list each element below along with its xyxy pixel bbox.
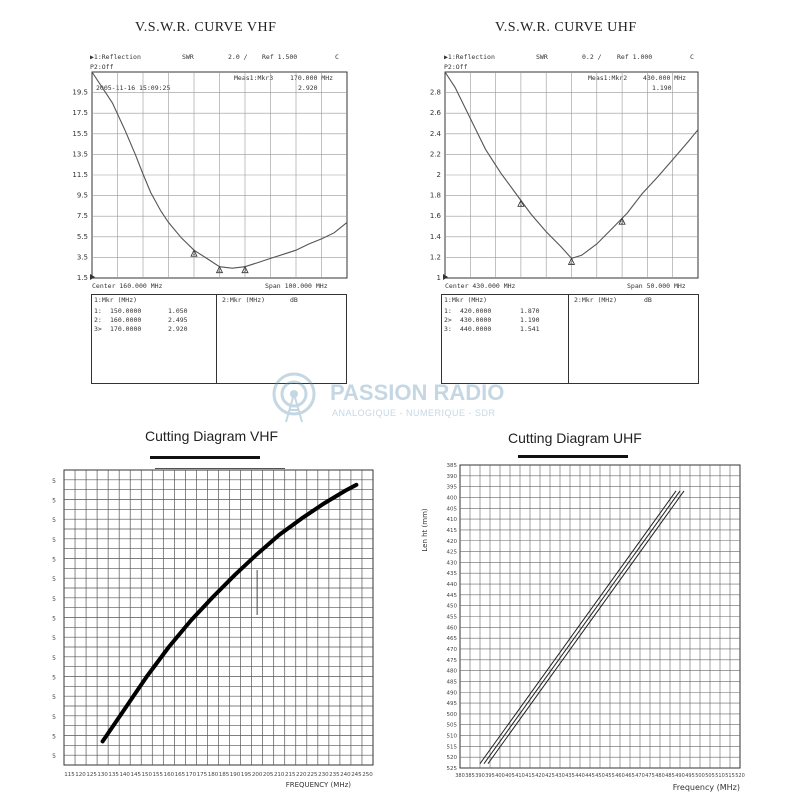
uhf-scale: 0.2 /: [582, 53, 602, 61]
cut-uhf-ytick-label: 520: [446, 755, 457, 762]
cut-vhf-title: Cutting Diagram VHF: [145, 428, 279, 444]
vhf-table-header-2: 2:Mkr (MHz): [222, 296, 266, 304]
cut-uhf-xtick-label: 480: [655, 773, 665, 779]
uhf-ytick-label: 2.2: [429, 150, 441, 159]
cut-vhf-xtick-label: 185: [218, 772, 230, 778]
vhf-marker: [242, 267, 248, 273]
cut-uhf-title: Cutting Diagram UHF: [508, 430, 642, 446]
uhf-table-header-1: 1:Mkr (MHz): [444, 296, 488, 304]
vhf-marker: [217, 267, 223, 273]
cut-uhf-frame: [460, 465, 740, 768]
vhf-table-divider: [216, 295, 217, 383]
cut-vhf-ytick-label: 5: [52, 477, 56, 485]
cut-uhf-xtick-label: 385: [465, 773, 475, 779]
cut-uhf-xtick-label: 495: [685, 773, 695, 779]
vswr-vhf-title: V.S.W.R. CURVE VHF: [135, 20, 277, 35]
cut-uhf-xtick-label: 420: [535, 773, 545, 779]
cut-uhf-ytick-label: 470: [446, 646, 457, 653]
vhf-marker-header: Meas1:Mkr3: [234, 74, 274, 82]
cut-vhf-xtick-label: 165: [174, 772, 186, 778]
cut-uhf-ytick-label: 510: [446, 733, 457, 740]
vhf-ytick-label: 13.5: [72, 150, 88, 159]
uhf-ytick-label: 1.4: [429, 232, 441, 241]
vhf-center: Center 160.000 MHz: [92, 282, 163, 290]
cut-vhf-curve: [103, 485, 357, 742]
cut-vhf-xtick-label: 190: [229, 772, 241, 778]
cut-uhf-ytick-label: 435: [446, 571, 457, 578]
vhf-marker-label: 1: [192, 251, 196, 258]
cut-uhf-ytick-label: 400: [446, 495, 457, 502]
uhf-vswr-trace: [445, 72, 698, 258]
uhf-ytick-label: 2: [436, 171, 441, 179]
uhf-trace-label: ▶1:Reflection: [444, 53, 495, 61]
cut-vhf-xtick-label: 230: [318, 772, 329, 778]
table-row-value: 1.541: [520, 325, 540, 333]
vhf-vswr-trace: [92, 72, 347, 268]
cut-vhf-xtick-label: 145: [130, 772, 141, 778]
cut-vhf-xtick-label: 225: [307, 772, 318, 778]
table-row-value: 2.920: [168, 325, 188, 333]
table-row-value: 1.870: [520, 307, 540, 315]
uhf-marker-label: 1: [519, 201, 523, 208]
uhf-flag: C: [690, 53, 694, 61]
vhf-flag: C: [335, 53, 339, 61]
vhf-ytick-label: 3.5: [76, 253, 88, 262]
cut-vhf-xtick-label: 245: [351, 772, 362, 778]
cut-uhf-ytick-label: 415: [446, 527, 457, 534]
vhf-marker-freq: 170.000 MHz: [290, 74, 334, 82]
cut-uhf-ytick-label: 505: [446, 722, 457, 729]
vhf-ytick-label: 7.5: [76, 212, 88, 221]
cut-uhf-xtick-label: 485: [665, 773, 675, 779]
vhf-datetime: 2005-11-16 15:09:25: [96, 84, 171, 92]
cut-vhf-title-underline: [150, 456, 260, 459]
uhf-marker-label: 2: [569, 259, 574, 266]
cut-uhf-xtick-label: 390: [475, 773, 485, 779]
cut-uhf-ytick-label: 525: [446, 766, 457, 772]
vhf-ytick-label: 9.5: [76, 191, 88, 200]
cut-vhf-xtick-label: 215: [284, 772, 296, 778]
uhf-marker-freq: 430.000 MHz: [643, 74, 687, 82]
vhf-marker-label: 2: [217, 267, 222, 274]
table-row-id: 3:: [444, 325, 452, 333]
vhf-ytick-label: 11.5: [72, 171, 88, 179]
watermark-brand: PASSION RADIO: [330, 380, 505, 405]
uhf-table-header-2: 2:Mkr (MHz): [574, 296, 618, 304]
cut-vhf-xtick-label: 135: [108, 772, 119, 778]
cut-uhf-ytick-label: 455: [446, 614, 457, 621]
cut-vhf-ytick-label: 5: [52, 497, 56, 505]
cut-uhf-ytick-label: 460: [446, 625, 457, 632]
uhf-marker-label: 3: [620, 219, 624, 226]
cut-uhf-xtick-label: 490: [675, 773, 685, 779]
table-row-freq: 170.0000: [110, 325, 142, 333]
cut-vhf-ytick-label: 5: [52, 536, 56, 544]
vhf-trace-label: ▶1:Reflection: [90, 53, 141, 61]
cut-uhf-xtick-label: 450: [595, 773, 605, 779]
cut-uhf-xtick-label: 470: [635, 773, 645, 779]
cut-uhf-xlabel: Frequency (MHz): [672, 783, 740, 792]
uhf-p2: P2:Off: [444, 63, 468, 71]
cut-uhf-ytick-label: 430: [446, 560, 457, 567]
watermark-tagline: ANALOGIQUE - NUMERIQUE - SDR: [332, 408, 496, 418]
uhf-ytick-label: 2.6: [429, 109, 441, 118]
cut-vhf-xtick-label: 195: [240, 772, 252, 778]
cut-uhf-ytick-label: 450: [446, 603, 457, 610]
uhf-marker-value: 1.190: [652, 84, 672, 92]
table-row-freq: 440.0000: [460, 325, 492, 333]
cut-uhf-ytick-label: 425: [446, 549, 457, 556]
cut-uhf-xtick-label: 435: [565, 773, 575, 779]
cut-vhf-ytick-label: 5: [52, 615, 56, 623]
cut-vhf-xtick-label: 235: [329, 772, 340, 778]
table-row-value: 2.495: [168, 316, 188, 324]
cut-uhf-xtick-label: 400: [495, 773, 505, 779]
cut-vhf-ytick-label: 5: [52, 694, 56, 702]
cut-uhf-xtick-label: 510: [715, 773, 725, 779]
uhf-marker-header: Meas1:Mkr2: [588, 74, 628, 82]
cut-uhf-xtick-label: 440: [575, 773, 585, 779]
uhf-format: SWR: [536, 53, 548, 61]
cut-uhf-ytick-label: 395: [446, 484, 457, 491]
cut-uhf-xtick-label: 380: [455, 773, 465, 779]
table-row-value: 1.050: [168, 307, 188, 315]
cut-vhf-ytick-label: 5: [52, 517, 56, 525]
vhf-table-header-unit: dB: [290, 296, 298, 304]
cut-uhf-xtick-label: 520: [735, 773, 745, 779]
table-row-id: 1:: [444, 307, 452, 315]
cut-uhf-ytick-label: 515: [446, 744, 457, 751]
uhf-span: Span 50.000 MHz: [627, 282, 686, 290]
table-row-freq: 150.0000: [110, 307, 142, 315]
cut-uhf-xtick-label: 395: [485, 773, 495, 779]
cut-vhf-ytick-label: 5: [52, 635, 56, 643]
table-row-freq: 160.0000: [110, 316, 142, 324]
cut-uhf-ytick-label: 475: [446, 657, 457, 664]
watermark: [270, 370, 540, 430]
uhf-marker: [619, 218, 625, 224]
table-row-freq: 430.0000: [460, 316, 492, 324]
cut-uhf-line: [480, 491, 676, 764]
cut-vhf-xtick-label: 160: [163, 772, 175, 778]
cut-vhf-xlabel: FREQUENCY (MHz): [285, 781, 351, 789]
uhf-ytick-label: 2.4: [429, 129, 441, 138]
cut-uhf-xtick-label: 425: [545, 773, 555, 779]
cut-vhf-title-rule: [155, 468, 285, 469]
cut-uhf-ytick-label: 495: [446, 701, 457, 708]
cut-vhf-xtick-label: 115: [64, 772, 75, 778]
vhf-format: SWR: [182, 53, 194, 61]
table-row-id: 2>: [444, 316, 452, 324]
uhf-ytick-label: 1: [436, 274, 441, 282]
vhf-ytick-label: 15.5: [72, 129, 88, 138]
cut-uhf-ytick-label: 385: [446, 463, 457, 469]
vhf-plot-frame: [92, 72, 347, 278]
table-row-freq: 420.0000: [460, 307, 492, 315]
cut-uhf-line: [484, 491, 680, 764]
cut-uhf-xtick-label: 455: [605, 773, 615, 779]
cut-uhf-ylabel: Len ht (mm): [421, 508, 429, 552]
cut-uhf-ytick-label: 485: [446, 679, 457, 686]
cut-vhf-ytick-label: 5: [52, 556, 56, 564]
cut-uhf-ytick-label: 390: [446, 473, 457, 480]
cut-uhf-xtick-label: 460: [615, 773, 625, 779]
cut-uhf-xtick-label: 505: [705, 773, 715, 779]
cut-uhf-xtick-label: 515: [725, 773, 735, 779]
uhf-ytick-label: 2.8: [429, 88, 441, 97]
vhf-marker-value: 2.920: [298, 84, 318, 92]
cut-vhf-xtick-label: 175: [196, 772, 208, 778]
table-row-value: 1.190: [520, 316, 540, 324]
uhf-ytick-label: 1.6: [429, 212, 441, 221]
table-row-id: 2:: [94, 316, 102, 324]
uhf-marker: [518, 200, 524, 206]
cut-vhf-frame: [64, 470, 373, 765]
cut-uhf-ytick-label: 405: [446, 506, 457, 513]
cut-uhf-ytick-label: 465: [446, 636, 457, 643]
table-row-id: 1:: [94, 307, 102, 315]
vhf-p2: P2:Off: [90, 63, 114, 71]
cut-vhf-xtick-label: 150: [141, 772, 153, 778]
cut-vhf-ytick-label: 5: [52, 595, 56, 603]
cut-uhf-ytick-label: 445: [446, 592, 457, 599]
vhf-span: Span 100.000 MHz: [265, 282, 328, 290]
vhf-ytick-label: 17.5: [72, 109, 88, 118]
cut-vhf-xtick-label: 240: [340, 772, 351, 778]
cut-uhf-xtick-label: 500: [695, 773, 705, 779]
uhf-marker: [569, 258, 575, 264]
cut-vhf-xtick-label: 125: [86, 772, 97, 778]
uhf-plot-frame: [445, 72, 698, 278]
cut-uhf-ytick-label: 410: [446, 517, 457, 524]
cut-uhf-line: [488, 491, 684, 764]
vhf-marker: [191, 250, 197, 256]
uhf-table-header-unit: dB: [644, 296, 652, 304]
cut-uhf-ytick-label: 480: [446, 668, 457, 675]
cut-vhf-xtick-label: 220: [296, 772, 307, 778]
table-row-id: 3>: [94, 325, 102, 333]
cut-uhf-xtick-label: 405: [505, 773, 515, 779]
uhf-ytick-label: 1.2: [429, 253, 441, 262]
vhf-ref: Ref 1.500: [262, 53, 298, 61]
uhf-center: Center 430.000 MHz: [445, 282, 516, 290]
uhf-ref-arrow: [443, 274, 448, 280]
cut-uhf-title-underline: [518, 455, 628, 458]
cut-uhf-ytick-label: 490: [446, 690, 457, 697]
cut-vhf-ytick-label: 5: [52, 733, 56, 741]
cut-vhf-xtick-label: 180: [207, 772, 219, 778]
uhf-table-divider: [568, 295, 569, 383]
cut-uhf-ytick-label: 500: [446, 711, 457, 718]
radio-tower-icon: [270, 370, 330, 430]
cut-uhf-xtick-label: 430: [555, 773, 565, 779]
cut-vhf-xtick-label: 155: [152, 772, 164, 778]
cut-uhf-xtick-label: 415: [525, 773, 535, 779]
cut-vhf-ytick-label: 5: [52, 713, 56, 721]
cut-vhf-xtick-label: 140: [119, 772, 130, 778]
vhf-ytick-label: 1.5: [76, 274, 88, 282]
vhf-ytick-label: 19.5: [72, 88, 88, 97]
vhf-table-header-1: 1:Mkr (MHz): [94, 296, 138, 304]
cut-vhf-xtick-label: 205: [262, 772, 274, 778]
cut-vhf-xtick-label: 130: [97, 772, 108, 778]
cut-uhf-ytick-label: 440: [446, 582, 457, 589]
cut-vhf-xtick-label: 120: [75, 772, 86, 778]
vhf-ref-arrow: [90, 274, 95, 280]
cut-uhf-xtick-label: 445: [585, 773, 595, 779]
vhf-scale: 2.0 /: [228, 53, 248, 61]
cut-uhf-xtick-label: 475: [645, 773, 655, 779]
cut-uhf-xtick-label: 465: [625, 773, 635, 779]
uhf-ytick-label: 1.8: [429, 191, 441, 200]
uhf-ref: Ref 1.000: [617, 53, 653, 61]
cut-vhf-xtick-label: 250: [362, 772, 373, 778]
cut-vhf-xtick-label: 210: [273, 772, 285, 778]
cut-uhf-ytick-label: 420: [446, 538, 457, 545]
vhf-ytick-label: 5.5: [76, 232, 88, 241]
cut-vhf-ytick-label: 5: [52, 654, 56, 662]
cut-vhf-ytick-label: 5: [52, 674, 56, 682]
cut-vhf-xtick-label: 170: [185, 772, 197, 778]
cut-vhf-ytick-label: 5: [52, 576, 56, 584]
cut-vhf-ytick-label: 5: [52, 753, 56, 761]
cut-uhf-xtick-label: 410: [515, 773, 525, 779]
vhf-marker-label: 3: [243, 267, 247, 274]
vswr-uhf-title: V.S.W.R. CURVE UHF: [495, 20, 637, 35]
cut-vhf-xtick-label: 200: [251, 772, 263, 778]
